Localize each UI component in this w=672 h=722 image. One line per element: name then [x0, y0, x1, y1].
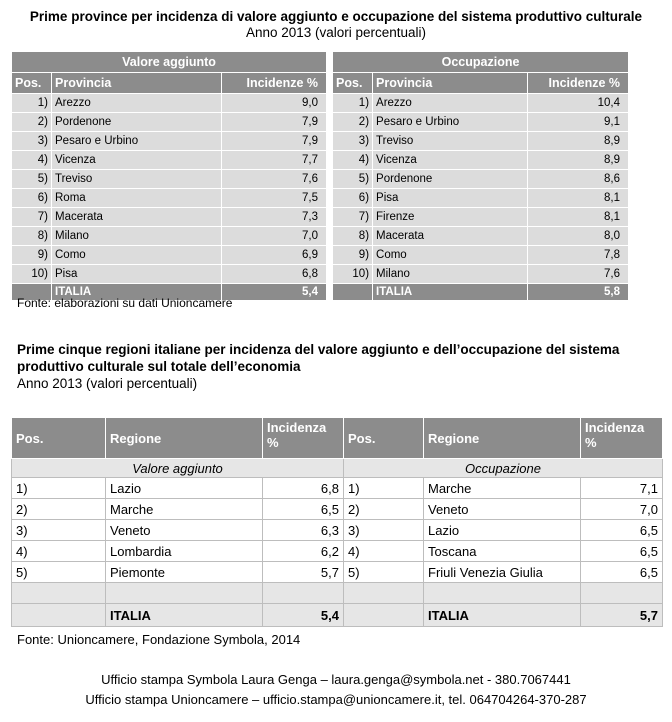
position-cell: 9): [12, 246, 52, 265]
province-cell: Pesaro e Urbino: [373, 113, 528, 132]
header-pos: Pos.: [344, 418, 424, 459]
region-cell: Marche: [106, 499, 263, 520]
position-cell: 1): [12, 478, 106, 499]
header-incidenze: Incidenze %: [528, 73, 629, 94]
total-value-right: 5,8: [528, 284, 629, 301]
province-cell: Milano: [52, 227, 222, 246]
header-incidenza: Incidenza %: [263, 418, 344, 459]
position-cell: 10): [333, 265, 373, 284]
region-cell: Piemonte: [106, 562, 263, 583]
value-cell: 6,8: [222, 265, 327, 284]
province-cell: Pordenone: [373, 170, 528, 189]
position-cell: 1): [12, 94, 52, 113]
province-cell: Vicenza: [52, 151, 222, 170]
group-occupazione: Occupazione: [333, 52, 629, 73]
position-cell: 7): [12, 208, 52, 227]
header-incidenze: Incidenze %: [222, 73, 327, 94]
table-row: [12, 499, 663, 520]
value-cell: 6,5: [581, 562, 663, 583]
region-cell: Friuli Venezia Giulia: [424, 562, 581, 583]
region-cell: Lombardia: [106, 541, 263, 562]
table2-subtitle: Anno 2013 (valori percentuali): [17, 376, 198, 391]
position-cell: 2): [12, 499, 106, 520]
table-row: [12, 189, 629, 208]
province-cell: Como: [52, 246, 222, 265]
position-cell: 5): [12, 170, 52, 189]
value-cell: 7,8: [528, 246, 629, 265]
value-cell: 7,7: [222, 151, 327, 170]
value-cell: 7,9: [222, 113, 327, 132]
value-cell: 8,6: [528, 170, 629, 189]
table1-source: Fonte: elaborazioni su dati Unioncamere: [17, 296, 233, 310]
value-cell: 7,5: [222, 189, 327, 208]
table1-title: Prime province per incidenza di valore aggiunto e occupazione del sistema produttivo culturale: [29, 9, 643, 24]
position-cell: 2): [333, 113, 373, 132]
value-cell: 7,0: [222, 227, 327, 246]
position-cell: 1): [344, 478, 424, 499]
value-cell: 6,5: [263, 499, 344, 520]
region-cell: Lazio: [106, 478, 263, 499]
header-provincia: Provincia: [52, 73, 222, 94]
position-cell: 4): [344, 541, 424, 562]
table-row: [12, 541, 663, 562]
table-row: [12, 246, 629, 265]
position-cell: 4): [333, 151, 373, 170]
position-cell: 3): [333, 132, 373, 151]
table-row: [12, 151, 629, 170]
position-cell: 5): [12, 562, 106, 583]
total-value-left: 5,4: [263, 604, 344, 627]
position-cell: 5): [333, 170, 373, 189]
value-cell: 10,4: [528, 94, 629, 113]
table-row: [12, 562, 663, 583]
position-cell: 7): [333, 208, 373, 227]
table-row: [12, 113, 629, 132]
table-row: [12, 132, 629, 151]
section-occupazione: Occupazione: [344, 459, 663, 478]
value-cell: 8,9: [528, 132, 629, 151]
group-valore-aggiunto: Valore aggiunto: [12, 52, 327, 73]
province-cell: Firenze: [373, 208, 528, 227]
value-cell: 6,9: [222, 246, 327, 265]
table-row: [12, 520, 663, 541]
position-cell: 6): [12, 189, 52, 208]
header-regione: Regione: [424, 418, 581, 459]
value-cell: 7,0: [581, 499, 663, 520]
table-row: [12, 94, 629, 113]
position-cell: 4): [12, 151, 52, 170]
province-cell: Macerata: [373, 227, 528, 246]
region-cell: Lazio: [424, 520, 581, 541]
province-cell: Pisa: [373, 189, 528, 208]
position-cell: 10): [12, 265, 52, 284]
regions-table: [11, 417, 663, 627]
value-cell: 6,2: [263, 541, 344, 562]
province-cell: Macerata: [52, 208, 222, 227]
table-row: [12, 227, 629, 246]
value-cell: 8,9: [528, 151, 629, 170]
region-cell: Toscana: [424, 541, 581, 562]
value-cell: 7,9: [222, 132, 327, 151]
header-provincia: Provincia: [373, 73, 528, 94]
province-cell: Arezzo: [52, 94, 222, 113]
value-cell: 7,1: [581, 478, 663, 499]
value-cell: 8,1: [528, 208, 629, 227]
table1-subtitle: Anno 2013 (valori percentuali): [245, 25, 427, 40]
value-cell: 6,3: [263, 520, 344, 541]
total-label: ITALIA: [52, 284, 222, 301]
province-cell: Pisa: [52, 265, 222, 284]
header-pos: Pos.: [333, 73, 373, 94]
position-cell: 2): [12, 113, 52, 132]
province-cell: Pordenone: [52, 113, 222, 132]
header-pos: Pos.: [12, 418, 106, 459]
province-cell: Arezzo: [373, 94, 528, 113]
total-value-left: 5,4: [222, 284, 327, 301]
region-cell: Veneto: [424, 499, 581, 520]
total-value-right: 5,7: [581, 604, 663, 627]
value-cell: 7,3: [222, 208, 327, 227]
province-cell: Treviso: [52, 170, 222, 189]
table2-source: Fonte: Unioncamere, Fondazione Symbola, 2014: [17, 632, 301, 647]
value-cell: 7,6: [222, 170, 327, 189]
province-cell: Pesaro e Urbino: [52, 132, 222, 151]
province-cell: Roma: [52, 189, 222, 208]
total-label: ITALIA: [106, 604, 263, 627]
province-cell: Vicenza: [373, 151, 528, 170]
value-cell: 6,5: [581, 541, 663, 562]
province-cell: Milano: [373, 265, 528, 284]
province-table: [11, 51, 629, 301]
position-cell: 3): [344, 520, 424, 541]
value-cell: 9,0: [222, 94, 327, 113]
total-label: ITALIA: [373, 284, 528, 301]
value-cell: 5,7: [263, 562, 344, 583]
position-cell: 8): [333, 227, 373, 246]
header-pos: Pos.: [12, 73, 52, 94]
contact-unioncamere: Ufficio stampa Unioncamere – ufficio.stampa@unioncamere.it, tel. 064704264-370-287: [85, 692, 587, 707]
value-cell: 8,1: [528, 189, 629, 208]
header-regione: Regione: [106, 418, 263, 459]
position-cell: 5): [344, 562, 424, 583]
table-row: [12, 208, 629, 227]
position-cell: 6): [333, 189, 373, 208]
position-cell: 3): [12, 132, 52, 151]
position-cell: 1): [333, 94, 373, 113]
value-cell: 6,5: [581, 520, 663, 541]
value-cell: 9,1: [528, 113, 629, 132]
province-cell: Como: [373, 246, 528, 265]
value-cell: 8,0: [528, 227, 629, 246]
section-valore-aggiunto: Valore aggiunto: [12, 459, 344, 478]
header-incidenza: Incidenza %: [581, 418, 663, 459]
position-cell: 2): [344, 499, 424, 520]
table-row: [12, 478, 663, 499]
position-cell: 3): [12, 520, 106, 541]
region-cell: Marche: [424, 478, 581, 499]
contact-symbola: Ufficio stampa Symbola Laura Genga – laura.genga@symbola.net - 380.7067441: [101, 672, 571, 687]
value-cell: 6,8: [263, 478, 344, 499]
position-cell: 8): [12, 227, 52, 246]
region-cell: Veneto: [106, 520, 263, 541]
position-cell: 9): [333, 246, 373, 265]
value-cell: 7,6: [528, 265, 629, 284]
province-cell: Treviso: [373, 132, 528, 151]
total-label: ITALIA: [424, 604, 581, 627]
position-cell: 4): [12, 541, 106, 562]
table2-title: Prime cinque regioni italiane per incidenza del valore aggiunto e dell’occupazione del sistema produttivo culturale sul totale dell’economia: [17, 342, 620, 374]
table-row: [12, 170, 629, 189]
table-row: [12, 265, 629, 284]
